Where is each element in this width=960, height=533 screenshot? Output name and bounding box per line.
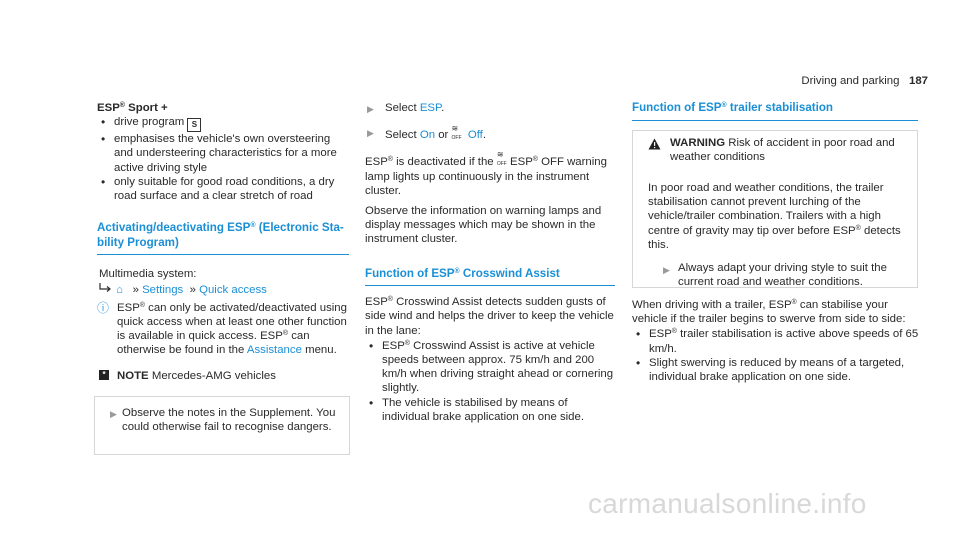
action-triangle-icon: ▶: [367, 104, 374, 114]
home-icon[interactable]: ⌂: [116, 283, 124, 296]
esp-option[interactable]: ESP: [419, 102, 442, 114]
list-item: • only suitable for good road conditions, a dry road surface and a clear stretch of road: [97, 175, 349, 203]
chevron-right-icon: »: [189, 283, 196, 296]
select-on-off-step: ▶ Select On or ≋ OFF Off.: [367, 124, 486, 142]
page-number: 187: [908, 75, 928, 87]
arrow-down-right-icon: [99, 283, 113, 297]
heading-rule: [632, 120, 918, 121]
note-box: [94, 396, 350, 455]
trailer-heading: Function of ESP® trailer stabilisation: [632, 101, 834, 114]
off-option[interactable]: Off: [467, 129, 483, 142]
note-body: Observe the notes in the Supplement. You could otherwise fail to recognise dangers.: [122, 407, 336, 434]
multimedia-label: Multimedia system:: [99, 268, 197, 281]
select-esp-step: ▶ Select ESP.: [365, 101, 615, 115]
crosswind-intro: ESP® Crosswind Assist detects sudden gusts of side wind and helps the driver to keep the vehicle in the lane:: [365, 296, 614, 337]
esp-sport-title: ESP® Sport +: [97, 102, 168, 114]
heading-rule: [97, 254, 349, 255]
column-3: [632, 101, 928, 121]
info-note: ⓘ ESP® can only be activated/deactivated using quick access when at least one other function is available in quick access. ESP® can otherwise be found in the Assistance menu.: [97, 300, 347, 357]
action-triangle-icon: ▶: [663, 265, 670, 275]
column-1: [97, 101, 349, 383]
note-text: Mercedes-AMG vehicles: [151, 369, 276, 382]
drive-program-s-icon: S: [187, 118, 201, 132]
observe-text: Observe the information on warning lamps and display messages which may be shown in the instrument cluster.: [365, 205, 602, 246]
column-2: [365, 101, 615, 424]
crosswind-heading: Function of ESP® Crosswind Assist: [365, 266, 560, 280]
warning-triangle-icon: [648, 138, 661, 154]
list-item: • ESP® trailer stabilisation is active above speeds of 65 km/h.: [632, 327, 922, 355]
on-option[interactable]: On: [419, 129, 436, 142]
warning-header: WARNING Risk of accident in poor road and weather conditions: [670, 137, 895, 164]
section-title: Driving and parking: [801, 75, 900, 87]
info-icon: ⓘ: [97, 300, 110, 315]
warning-box: [632, 130, 918, 288]
assistance-link[interactable]: Assistance: [246, 344, 302, 357]
trailer-list: [632, 327, 922, 384]
list-item: • emphasises the vehicle's own oversteering and understeering characteristics for a more active driving style: [97, 132, 349, 175]
trailer-section: [632, 298, 922, 384]
watermark: carmanualsonline.info: [588, 488, 867, 519]
list-item: • Slight swerving is reduced by means of a targeted, individual brake application on one side.: [632, 356, 922, 384]
esp-off-symbol-icon: ≋ OFF: [451, 124, 462, 142]
list-item: • ESP® Crosswind Assist is active at vehicle speeds between approx. 75 km/h and 200 km/h when driving straight ahead or cornering slightly.: [365, 339, 615, 396]
sport-list: [97, 115, 349, 203]
chevron-right-icon: »: [132, 283, 139, 296]
settings-link[interactable]: Settings: [142, 283, 184, 296]
multimedia-path: [97, 267, 349, 296]
esp-off-symbol-icon: ≋ OFF: [496, 150, 507, 168]
activating-heading: Activating/deactivating ESP® (Electronic Sta- bility Program): [97, 221, 344, 249]
quick-access-link[interactable]: Quick access: [199, 283, 267, 296]
note-asterisk-icon: *: [99, 370, 109, 380]
crosswind-list: [365, 339, 615, 424]
warning-action: Always adapt your driving style to suit the current road and weather conditions.: [678, 262, 887, 289]
heading-rule: [365, 285, 615, 286]
page-header: [788, 74, 928, 88]
action-triangle-icon: ▶: [367, 128, 374, 139]
warning-body: In poor road and weather conditions, the trailer stabilisation cannot prevent lurching of the vehicle/trailer combination. Trailers with a high centre of gravity may tip over before ESP® detects this.: [648, 182, 901, 251]
action-triangle-icon: ▶: [110, 409, 117, 419]
list-item: • drive program S: [97, 115, 349, 132]
note-title: NOTE: [117, 369, 149, 382]
trailer-intro: When driving with a trailer, ESP® can stabilise your vehicle if the trailer begins to swerve from side to side:: [632, 299, 906, 326]
note-header: [97, 369, 349, 383]
deactivated-text: ESP® is deactivated if the ≋ OFF ESP® OFF warning lamp lights up continuously in the instrument cluster.: [365, 150, 607, 197]
list-item: • The vehicle is stabilised by means of individual brake application on one side.: [365, 396, 615, 424]
